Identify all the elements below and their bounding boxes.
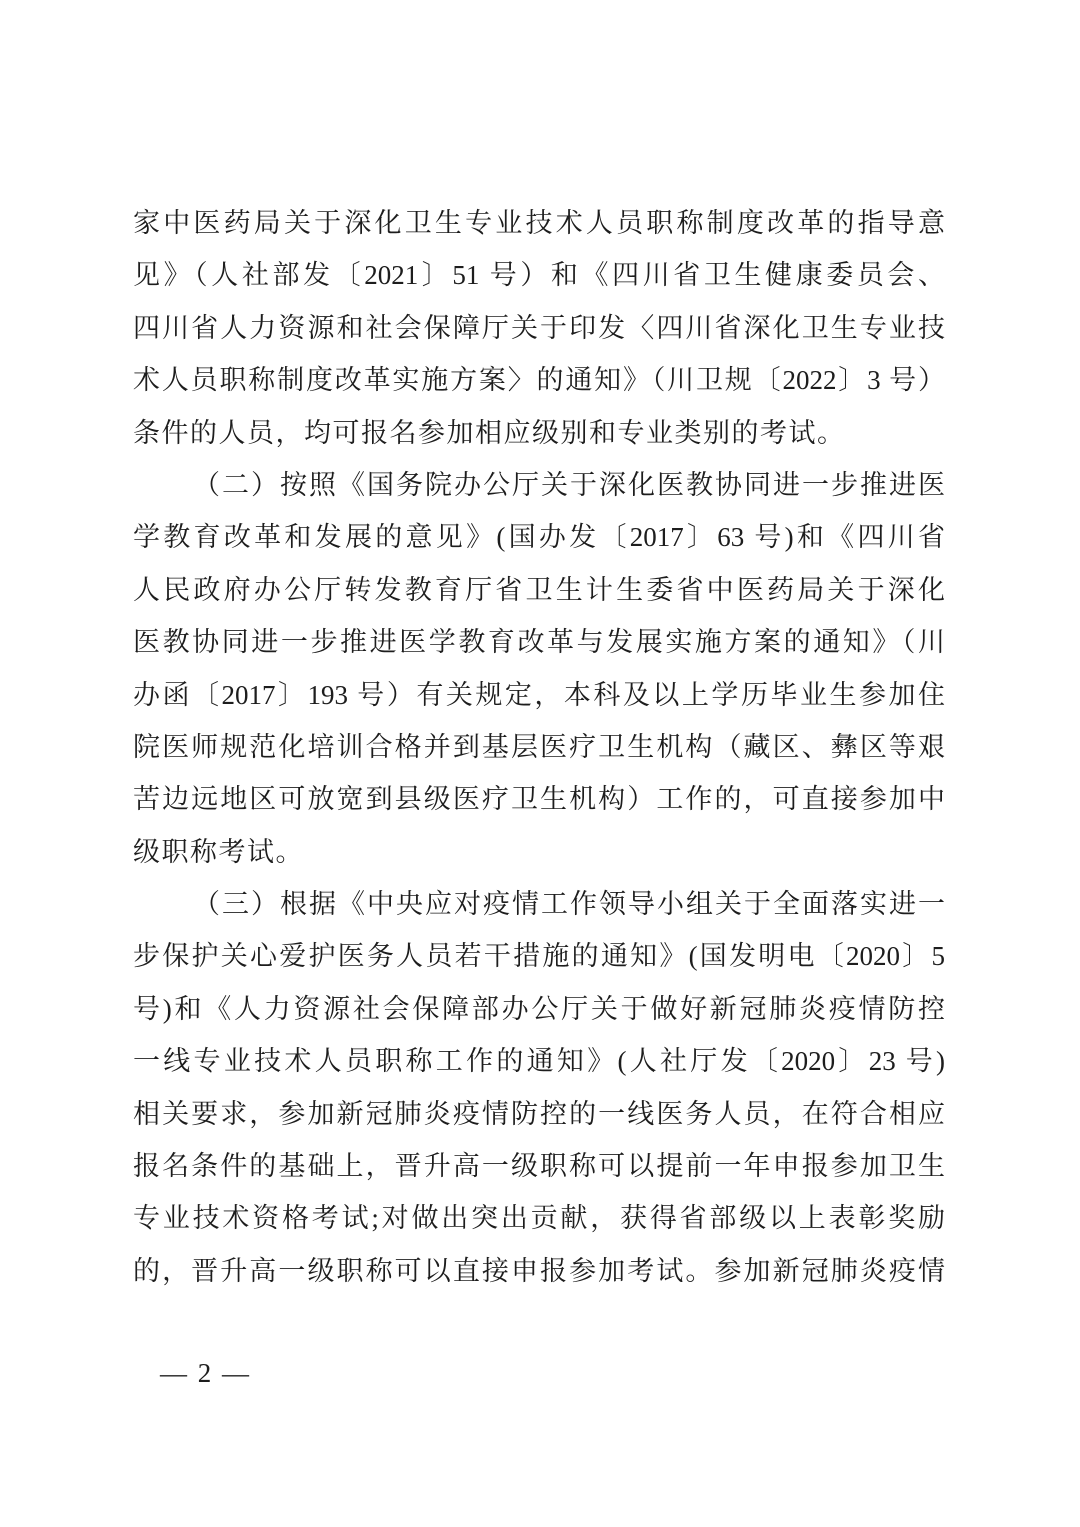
text-line: 学教育改革和发展的意见》(国办发〔2017〕63 号)和《四川省 (133, 522, 945, 553)
text-line: 四川省人力资源和社会保障厅关于印发〈四川省深化卫生专业技 (133, 312, 945, 343)
text-line: 见》（人社部发〔2021〕51 号）和《四川省卫生健康委员会、 (133, 260, 945, 291)
text-line: 级职称考试。 (133, 836, 304, 867)
text-line: 术人员职称制度改革实施方案〉的通知》（川卫规〔2022〕3 号） (133, 365, 945, 396)
text-line: 一线专业技术人员职称工作的通知》(人社厅发〔2020〕23 号) (133, 1046, 945, 1077)
paragraph-2 (133, 459, 945, 878)
text-line: 人民政府办公厅转发教育厅省卫生计生委省中医药局关于深化 (133, 574, 945, 605)
text-line: （三）根据《中央应对疫情工作领导小组关于全面落实进一 (193, 889, 945, 920)
text-line: 办函〔2017〕193 号）有关规定，本科及以上学历毕业生参加住 (133, 679, 945, 710)
text-line: 报名条件的基础上，晋升高一级职称可以提前一年申报参加卫生 (133, 1151, 945, 1182)
paragraph-1 (133, 197, 945, 459)
text-line: 的，晋升高一级职称可以直接申报参加考试。参加新冠肺炎疫情 (133, 1255, 945, 1286)
text-line: 院医师规范化培训合格并到基层医疗卫生机构（藏区、彝区等艰 (133, 731, 945, 762)
text-line: 条件的人员，均可报名参加相应级别和专业类别的考试。 (133, 417, 846, 448)
text-line: 医教协同进一步推进医学教育改革与发展实施方案的通知》（川 (133, 627, 945, 658)
text-line: 相关要求，参加新冠肺炎疫情防控的一线医务人员，在符合相应 (133, 1098, 945, 1129)
text-line: 专业技术资格考试;对做出突出贡献，获得省部级以上表彰奖励 (133, 1203, 945, 1234)
page-number: — 2 — (160, 1358, 251, 1388)
text-line: （二）按照《国务院办公厅关于深化医教协同进一步推进医 (193, 469, 945, 500)
document-body (133, 197, 945, 1297)
paragraph-3 (133, 878, 945, 1297)
text-line: 号)和《人力资源社会保障部办公厅关于做好新冠肺炎疫情防控 (133, 993, 945, 1024)
text-line: 苦边远地区可放宽到县级医疗卫生机构）工作的，可直接参加中 (133, 784, 945, 815)
text-line: 家中医药局关于深化卫生专业技术人员职称制度改革的指导意 (133, 208, 945, 238)
text-line: 步保护关心爱护医务人员若干措施的通知》(国发明电〔2020〕5 (133, 941, 945, 972)
